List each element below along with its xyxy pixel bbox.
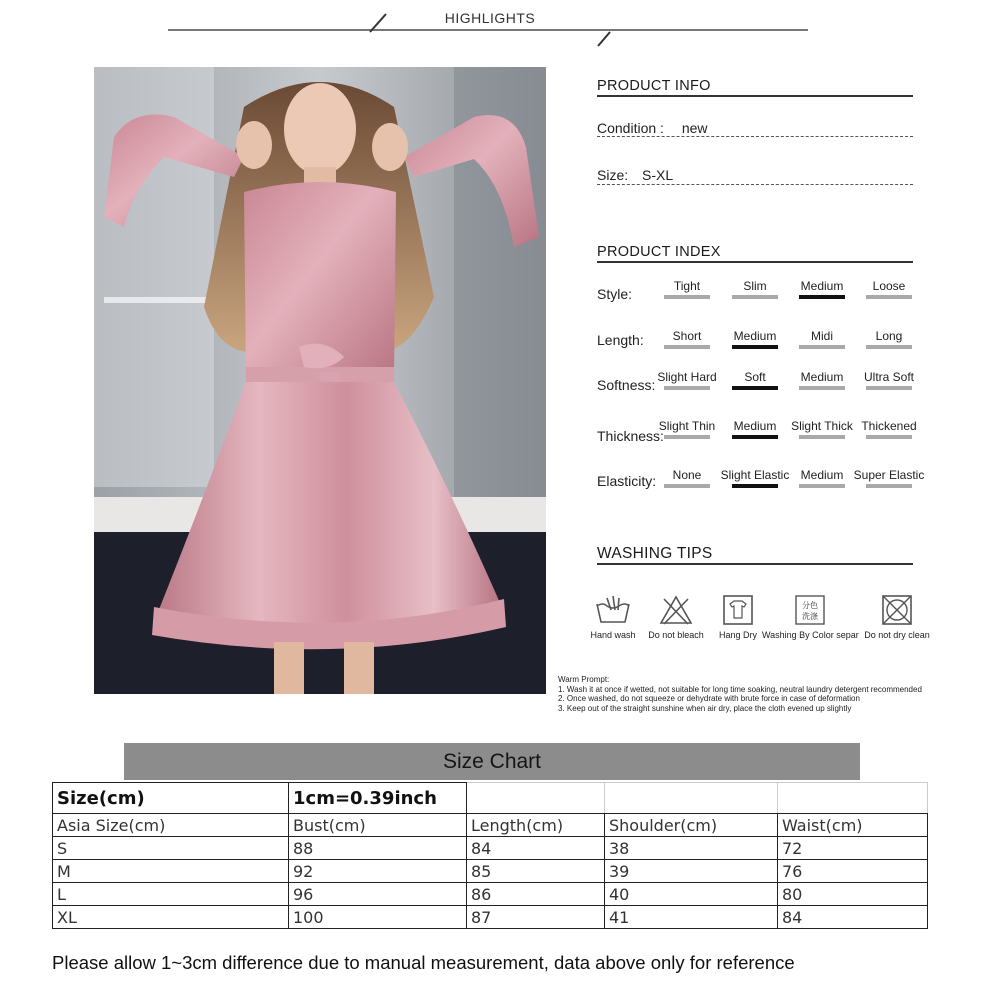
index-option-selected-bar — [732, 345, 778, 349]
no-bleach-label: Do not bleach — [648, 630, 704, 640]
model-dress-illustration — [94, 67, 546, 694]
hand-wash-icon — [593, 594, 633, 626]
index-option-bar — [799, 435, 845, 439]
index-option-label: Ultra Soft — [863, 370, 914, 384]
no-dry-clean-item — [862, 594, 932, 640]
size-chart-header-blank — [778, 783, 928, 814]
no-dry-clean-label: Do not dry clean — [864, 630, 930, 640]
table-row — [53, 906, 928, 929]
index-option-label: Midi — [810, 329, 833, 343]
header-rule — [168, 29, 808, 31]
index-option-label: Super Elastic — [853, 468, 925, 482]
hang-dry-icon — [722, 594, 754, 626]
index-option-bar — [866, 484, 912, 488]
header-slash-left — [366, 12, 390, 34]
index-label-softness: Softness: — [597, 377, 656, 393]
table-row — [53, 860, 928, 883]
table-cell: 80 — [778, 883, 928, 906]
index-option-label: Slight Thin — [658, 419, 716, 433]
index-option-label: Medium — [733, 329, 777, 343]
size-chart-table — [52, 782, 928, 929]
color-separate-glyph-1: 分色 — [802, 601, 818, 610]
index-option-label: Medium — [800, 279, 844, 293]
warm-prompt-line-3: 3. Keep out of the straight sunshine when air dry, place the cloth evened up slightly — [558, 703, 852, 713]
column-bust: Bust(cm) — [289, 814, 467, 837]
index-option-label: Medium — [800, 468, 844, 482]
measurement-note: Please allow 1~3cm difference due to manual measurement, data above only for reference — [52, 952, 795, 973]
column-shoulder: Shoulder(cm) — [605, 814, 778, 837]
size-chart-header-blank — [605, 783, 778, 814]
washing-tips-rule — [597, 563, 913, 565]
table-cell: 76 — [778, 860, 928, 883]
index-option — [844, 419, 934, 439]
color-separate-glyph-2: 洗涤 — [802, 612, 818, 621]
index-option-bar — [866, 386, 912, 390]
hand-wash-item — [588, 594, 638, 640]
table-cell: 72 — [778, 837, 928, 860]
product-info-title: PRODUCT INFO — [597, 78, 711, 94]
index-option — [844, 329, 934, 349]
index-label-length: Length: — [597, 332, 644, 348]
table-cell: 88 — [289, 837, 467, 860]
condition-dash-rule — [597, 136, 913, 137]
product-index-title: PRODUCT INDEX — [597, 244, 721, 260]
table-cell: 38 — [605, 837, 778, 860]
table-cell: 100 — [289, 906, 467, 929]
index-option-label: Slight Thick — [791, 419, 853, 433]
size-chart-title: Size Chart — [442, 750, 542, 773]
condition-value: new — [681, 120, 708, 136]
warm-prompt — [558, 675, 998, 713]
product-photo — [94, 67, 546, 694]
index-option-label: Soft — [744, 370, 766, 384]
color-separate-label: Washing By Color separ — [762, 630, 859, 640]
index-option-bar — [664, 386, 710, 390]
table-cell: 96 — [289, 883, 467, 906]
column-waist: Waist(cm) — [778, 814, 928, 837]
index-option-label: None — [672, 468, 702, 482]
table-cell: 86 — [467, 883, 605, 906]
index-option-selected-bar — [732, 386, 778, 390]
hand-wash-label: Hand wash — [590, 630, 636, 640]
hang-dry-item — [714, 594, 762, 640]
table-cell: 40 — [605, 883, 778, 906]
warm-prompt-title: Warm Prompt: — [558, 675, 610, 684]
index-option-label: Medium — [733, 419, 777, 433]
index-option-selected-bar — [732, 435, 778, 439]
table-cell: 84 — [778, 906, 928, 929]
table-cell: 87 — [467, 906, 605, 929]
washing-tips-title: WASHING TIPS — [597, 545, 713, 562]
product-index-rule — [597, 261, 913, 263]
index-option-bar — [799, 484, 845, 488]
index-option-bar — [664, 345, 710, 349]
table-row — [53, 837, 928, 860]
index-option-bar — [866, 345, 912, 349]
column-asia-size: Asia Size(cm) — [53, 814, 289, 837]
table-cell: 39 — [605, 860, 778, 883]
no-dry-clean-icon — [880, 594, 914, 626]
index-option-label: Slight Elastic — [720, 468, 790, 482]
size-chart-column-row — [53, 814, 928, 837]
header-slash-right — [594, 30, 614, 48]
size-value: S-XL — [642, 167, 674, 183]
color-separate-item — [762, 594, 858, 640]
table-cell: 84 — [467, 837, 605, 860]
index-option-bar — [664, 295, 710, 299]
table-row — [53, 883, 928, 906]
size-dash-rule — [597, 184, 913, 185]
index-option-bar — [799, 345, 845, 349]
index-option-label: Tight — [673, 279, 701, 293]
size-row — [597, 167, 673, 183]
index-option-label: Thickened — [861, 419, 917, 433]
table-cell: XL — [53, 906, 289, 929]
warm-prompt-line-1: 1. Wash it at once if wetted, not suitable for long time soaking, neutral laundry detergent recommended — [558, 684, 922, 694]
header-title: HIGHLIGHTS — [444, 10, 536, 26]
hang-dry-label: Hang Dry — [718, 630, 757, 640]
size-chart-header-row — [53, 783, 928, 814]
index-option-bar — [732, 295, 778, 299]
index-label-style: Style: — [597, 286, 633, 302]
index-label-elasticity: Elasticity: — [597, 473, 657, 489]
index-option-bar — [664, 484, 710, 488]
table-cell: M — [53, 860, 289, 883]
index-option-label: Loose — [872, 279, 906, 293]
index-option-label: Slim — [743, 279, 767, 293]
condition-row — [597, 120, 708, 136]
index-option-label: Long — [875, 329, 903, 343]
index-option — [844, 279, 934, 299]
color-separate-icon — [793, 594, 827, 626]
product-info-rule — [597, 95, 913, 97]
table-cell: 92 — [289, 860, 467, 883]
column-length: Length(cm) — [467, 814, 605, 837]
index-label-thickness: Thickness: — [597, 428, 664, 444]
index-option — [844, 468, 934, 488]
index-option-label: Short — [672, 329, 702, 343]
index-option-selected-bar — [799, 295, 845, 299]
index-option-selected-bar — [732, 484, 778, 488]
condition-label: Condition : — [597, 120, 664, 136]
index-option-bar — [866, 435, 912, 439]
warm-prompt-line-2: 2. Once washed, do not squeeze or dehydrate with brute force in case of deformation — [558, 694, 860, 703]
index-option-label: Medium — [800, 370, 844, 384]
table-cell: L — [53, 883, 289, 906]
no-bleach-icon — [658, 594, 694, 626]
size-chart-header-size: Size(cm) — [53, 783, 289, 814]
table-cell: S — [53, 837, 289, 860]
index-option — [844, 370, 934, 390]
index-option-bar — [866, 295, 912, 299]
size-chart-header-blank — [467, 783, 605, 814]
no-bleach-item — [646, 594, 706, 640]
index-option-label: Slight Hard — [657, 370, 717, 384]
size-chart-header-conversion: 1cm=0.39inch — [289, 783, 467, 814]
index-option-bar — [664, 435, 710, 439]
index-option-bar — [799, 386, 845, 390]
size-label: Size: — [597, 167, 629, 183]
table-cell: 85 — [467, 860, 605, 883]
table-cell: 41 — [605, 906, 778, 929]
